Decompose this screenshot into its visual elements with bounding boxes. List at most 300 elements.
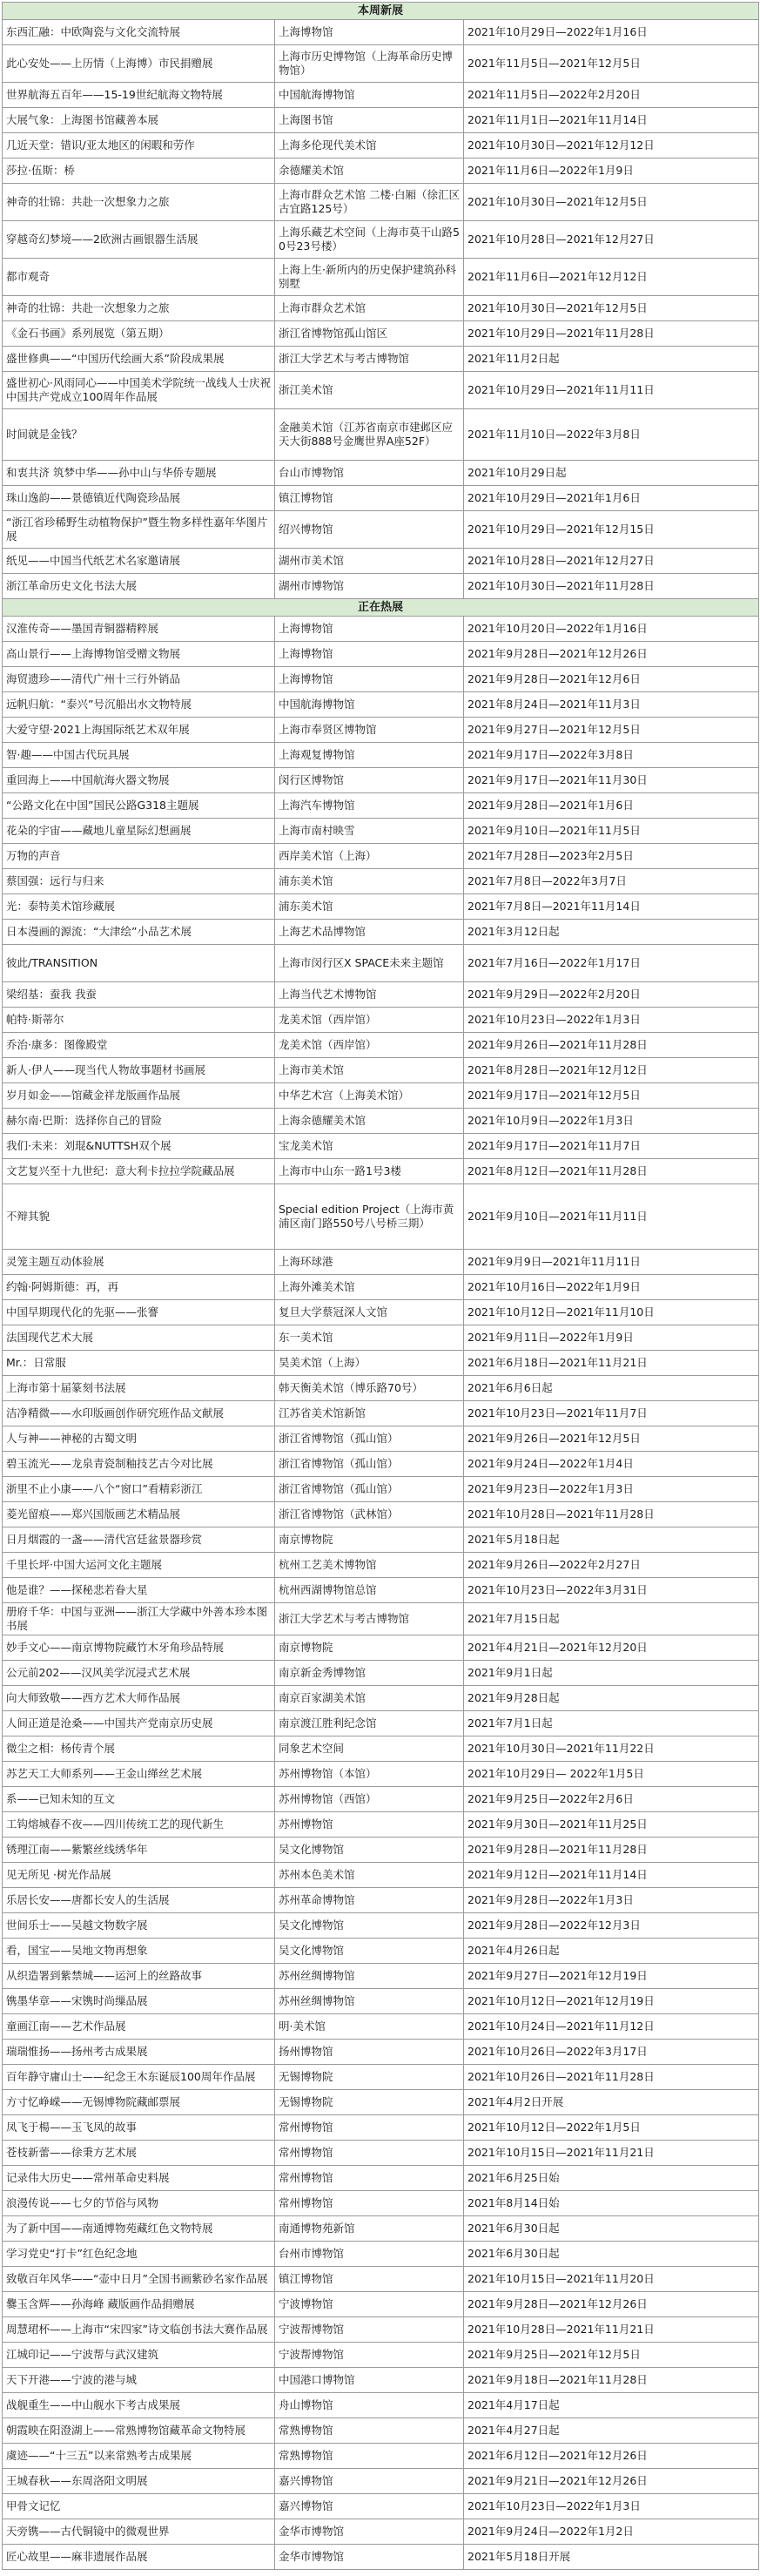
exhibition-dates: 2021年10月23日—2022年1月3日 bbox=[464, 1008, 759, 1033]
table-row bbox=[3, 1159, 759, 1184]
table-row bbox=[3, 2292, 759, 2317]
table-row bbox=[3, 1376, 759, 1401]
exhibition-dates: 2021年10月30日—2021年11月28日 bbox=[464, 574, 759, 599]
table-row bbox=[3, 2343, 759, 2368]
exhibition-dates: 2021年9月9日—2021年11月11日 bbox=[464, 1250, 759, 1275]
table-row bbox=[3, 20, 759, 45]
venue: 金华市博物馆 bbox=[275, 2545, 464, 2570]
exhibition-dates: 2021年9月10日—2021年11月5日 bbox=[464, 819, 759, 844]
table-row bbox=[3, 1452, 759, 1477]
exhibition-dates: 2021年9月17日—2021年12月5日 bbox=[464, 1083, 759, 1109]
venue: 上海上生·新所内的历史保护建筑孙科别墅 bbox=[275, 259, 464, 296]
exhibition-name: 穿越奇幻梦境——2欧洲古画银器生活展 bbox=[3, 221, 275, 259]
exhibition-dates: 2021年10月23日—2022年3月31日 bbox=[464, 1578, 759, 1603]
exhibition-dates: 2021年9月28日—2021年11月28日 bbox=[464, 1838, 759, 1863]
exhibition-name: 日本漫画的源流：“大津绘”小品艺术展 bbox=[3, 920, 275, 945]
table-row bbox=[3, 945, 759, 982]
table-row bbox=[3, 1964, 759, 1989]
exhibition-name: 神奇的壮锦：共赴一次想象力之旅 bbox=[3, 296, 275, 321]
exhibition-dates: 2021年6月6日起 bbox=[464, 1376, 759, 1401]
table-row bbox=[3, 1250, 759, 1275]
venue: 浙江省博物馆（武林馆） bbox=[275, 1502, 464, 1527]
exhibition-name: 帕特·斯蒂尔 bbox=[3, 1008, 275, 1033]
exhibition-name: 江城印记——宁波帮与武汉建筑 bbox=[3, 2343, 275, 2368]
table-row bbox=[3, 574, 759, 599]
table-row bbox=[3, 486, 759, 511]
exhibition-dates: 2021年9月11日—2022年1月9日 bbox=[464, 1325, 759, 1351]
table-row bbox=[3, 2393, 759, 2418]
table-row bbox=[3, 2014, 759, 2040]
exhibition-dates: 2021年3月12日起 bbox=[464, 920, 759, 945]
exhibition-dates: 2021年4月2日开展 bbox=[464, 2090, 759, 2115]
table-row bbox=[3, 409, 759, 461]
exhibition-name: 法国现代艺术大展 bbox=[3, 1325, 275, 1351]
exhibition-dates: 2021年9月23日—2022年1月3日 bbox=[464, 1477, 759, 1502]
venue: 浙江大学艺术与考古博物馆 bbox=[275, 1603, 464, 1635]
exhibition-name: 工钩熔城春不夜——四川传统工艺的现代新生 bbox=[3, 1812, 275, 1838]
exhibition-dates: 2021年9月17日—2021年11月30日 bbox=[464, 768, 759, 793]
exhibition-dates: 2021年9月26日—2022年2月27日 bbox=[464, 1553, 759, 1578]
table-row bbox=[3, 1787, 759, 1812]
venue: 闵行区博物馆 bbox=[275, 768, 464, 793]
exhibition-name: 妙手文心——南京博物院藏竹木牙角珍品特展 bbox=[3, 1635, 275, 1661]
exhibition-table bbox=[2, 2, 759, 2570]
section-title: 正在热展 bbox=[3, 599, 759, 617]
exhibition-name: 日月烟霞的一盏——清代宫廷盆景器珍赏 bbox=[3, 1527, 275, 1553]
table-row bbox=[3, 221, 759, 259]
table-row bbox=[3, 793, 759, 819]
exhibition-name: 向大师致敬——西方艺术大师作品展 bbox=[3, 1686, 275, 1711]
venue: 南京新金秀博物馆 bbox=[275, 1661, 464, 1686]
venue: 中国航海博物馆 bbox=[275, 83, 464, 108]
exhibition-dates: 2021年10月9日—2022年1月3日 bbox=[464, 1109, 759, 1134]
venue: 宝龙美术馆 bbox=[275, 1134, 464, 1159]
exhibition-dates: 2021年5月18日开展 bbox=[464, 2545, 759, 2570]
table-row bbox=[3, 158, 759, 184]
exhibition-dates: 2021年10月15日—2021年11月20日 bbox=[464, 2267, 759, 2292]
venue: 明·美术馆 bbox=[275, 2014, 464, 2040]
exhibition-dates: 2021年10月23日—2021年11月7日 bbox=[464, 1401, 759, 1426]
exhibition-name: 册府千华：中国与亚洲——浙江大学藏中外善本珍本图书展 bbox=[3, 1603, 275, 1635]
venue: 南京渡江胜利纪念馆 bbox=[275, 1711, 464, 1736]
table-row bbox=[3, 617, 759, 642]
exhibition-dates: 2021年10月24日—2021年11月12日 bbox=[464, 2014, 759, 2040]
exhibition-name: 匠心故里——麻非遗展作品展 bbox=[3, 2545, 275, 2570]
table-row bbox=[3, 2519, 759, 2545]
table-row bbox=[3, 2418, 759, 2444]
venue: 浙江省博物馆孤山馆区 bbox=[275, 321, 464, 347]
table-row bbox=[3, 1109, 759, 1134]
table-row bbox=[3, 743, 759, 768]
exhibition-dates: 2021年7月15日起 bbox=[464, 1603, 759, 1635]
table-row bbox=[3, 2469, 759, 2494]
exhibition-dates: 2021年10月16日—2022年1月9日 bbox=[464, 1275, 759, 1300]
exhibition-name: Mr.：日常服 bbox=[3, 1351, 275, 1376]
exhibition-name: 盛世修典——“中国历代绘画大系”阶段成果展 bbox=[3, 347, 275, 372]
exhibition-name: 东西汇融：中欧陶瓷与文化交流特展 bbox=[3, 20, 275, 45]
venue: 宁波博物馆 bbox=[275, 2292, 464, 2317]
exhibition-name: 浙江革命历史文化书法大展 bbox=[3, 574, 275, 599]
venue: 上海市闵行区X SPACE未来主题馆 bbox=[275, 945, 464, 982]
table-row bbox=[3, 1426, 759, 1452]
venue: 浦东美术馆 bbox=[275, 894, 464, 920]
exhibition-dates: 2021年10月23日—2022年1月3日 bbox=[464, 2494, 759, 2519]
venue: 江苏省美术馆新馆 bbox=[275, 1401, 464, 1426]
exhibition-name: 天旁镌——古代铜镜中的微观世界 bbox=[3, 2519, 275, 2545]
venue: 宁波帮博物馆 bbox=[275, 2317, 464, 2343]
exhibition-dates: 2021年9月27日—2021年12月5日 bbox=[464, 718, 759, 743]
exhibition-name: 赫尔南·巴斯：选择你自己的冒险 bbox=[3, 1109, 275, 1134]
exhibition-name: 乐居长安——唐都长安人的生活展 bbox=[3, 1888, 275, 1913]
table-row bbox=[3, 642, 759, 667]
exhibition-name: 朝霞映在阳澄湖上——常熟博物馆藏革命文物特展 bbox=[3, 2418, 275, 2444]
table-row bbox=[3, 1134, 759, 1159]
exhibition-name: 人与神——神秘的古蜀文明 bbox=[3, 1426, 275, 1452]
exhibition-name: 莎拉·伍斯：桥 bbox=[3, 158, 275, 184]
exhibition-dates: 2021年5月18日起 bbox=[464, 1527, 759, 1553]
exhibition-dates: 2021年10月29日—2021年1月6日 bbox=[464, 486, 759, 511]
venue: 上海图书馆 bbox=[275, 108, 464, 133]
exhibition-name: 花朵的宇宙——藏地儿童星际幻想画展 bbox=[3, 819, 275, 844]
exhibition-dates: 2021年10月26日—2022年3月17日 bbox=[464, 2040, 759, 2065]
exhibition-dates: 2021年11月10日—2022年3月8日 bbox=[464, 409, 759, 461]
exhibition-name: 凤飞于楊——玉飞凤的故事 bbox=[3, 2115, 275, 2141]
venue: 上海环球港 bbox=[275, 1250, 464, 1275]
exhibition-dates: 2021年9月25日—2022年2月6日 bbox=[464, 1787, 759, 1812]
venue: 无锡博物院 bbox=[275, 2065, 464, 2090]
table-row bbox=[3, 768, 759, 793]
venue: 镇江博物馆 bbox=[275, 486, 464, 511]
table-row bbox=[3, 2040, 759, 2065]
venue: 上海市美术馆 bbox=[275, 1058, 464, 1083]
exhibition-name: “公路文化在中国”国民公路G318主题展 bbox=[3, 793, 275, 819]
exhibition-name: 百年静守庸山士——纪念王木东诞辰100周年作品展 bbox=[3, 2065, 275, 2090]
exhibition-dates: 2021年10月26日—2021年11月28日 bbox=[464, 2065, 759, 2090]
table-row bbox=[3, 2216, 759, 2242]
exhibition-dates: 2021年4月21日—2021年12月20日 bbox=[464, 1635, 759, 1661]
venue: 余德耀美术馆 bbox=[275, 158, 464, 184]
exhibition-name: 看，国宝——吴地文物再想象 bbox=[3, 1939, 275, 1964]
venue: 韩天衡美术馆（博乐路70号） bbox=[275, 1376, 464, 1401]
venue: 台山市博物馆 bbox=[275, 461, 464, 486]
exhibition-name: 世界航海五百年——15-19世纪航海文物特展 bbox=[3, 83, 275, 108]
exhibition-dates: 2021年10月29日—2021年11月11日 bbox=[464, 372, 759, 409]
exhibition-name: 梁绍基：蚕我 我蚕 bbox=[3, 982, 275, 1008]
exhibition-name: 洁净精微——水印版画创作研究班作品文献展 bbox=[3, 1401, 275, 1426]
exhibition-name: 几近天堂：错识/亚太地区的闲暇和劳作 bbox=[3, 133, 275, 158]
table-row bbox=[3, 1527, 759, 1553]
exhibition-dates: 2021年10月30日—2021年12月5日 bbox=[464, 296, 759, 321]
table-row bbox=[3, 2141, 759, 2166]
table-row bbox=[3, 2166, 759, 2191]
venue: 上海艺术品博物馆 bbox=[275, 920, 464, 945]
table-row bbox=[3, 1939, 759, 1964]
venue: 常州博物馆 bbox=[275, 2191, 464, 2216]
venue: 上海汽车博物馆 bbox=[275, 793, 464, 819]
exhibition-dates: 2021年9月28日—2021年12月6日 bbox=[464, 667, 759, 692]
venue: 上海博物馆 bbox=[275, 642, 464, 667]
exhibition-dates: 2021年9月17日—2021年11月7日 bbox=[464, 1134, 759, 1159]
exhibition-name: 都市观奇 bbox=[3, 259, 275, 296]
exhibition-name: 浪漫传说——七夕的节俗与风物 bbox=[3, 2191, 275, 2216]
venue: 苏州丝绸博物馆 bbox=[275, 1964, 464, 1989]
venue: Special edition Project（上海市黄浦区南门路550号八号桥三期） bbox=[275, 1184, 464, 1250]
venue: 上海乐藏艺术空间（上海市莫干山路50号23号楼） bbox=[275, 221, 464, 259]
venue: 湖州市美术馆 bbox=[275, 549, 464, 574]
venue: 金华市博物馆 bbox=[275, 2519, 464, 2545]
exhibition-name: 万物的声音 bbox=[3, 844, 275, 869]
exhibition-name: 微尘之相：杨传青个展 bbox=[3, 1736, 275, 1762]
section-header bbox=[3, 599, 759, 617]
venue: 扬州博物馆 bbox=[275, 2040, 464, 2065]
exhibition-dates: 2021年6月12日—2021年12月26日 bbox=[464, 2444, 759, 2469]
table-row bbox=[3, 1635, 759, 1661]
exhibition-name: 系——已知未知的互文 bbox=[3, 1787, 275, 1812]
table-row bbox=[3, 321, 759, 347]
table-row bbox=[3, 1578, 759, 1603]
exhibition-name: 神奇的壮锦：共赴一次想象力之旅 bbox=[3, 184, 275, 221]
venue: 上海市历史博物馆（上海革命历史博物馆） bbox=[275, 45, 464, 83]
venue: 苏州博物馆（本馆） bbox=[275, 1762, 464, 1787]
table-row bbox=[3, 1812, 759, 1838]
table-row bbox=[3, 1351, 759, 1376]
exhibition-dates: 2021年10月28日—2021年12月27日 bbox=[464, 221, 759, 259]
venue: 嘉兴博物馆 bbox=[275, 2494, 464, 2519]
exhibition-name: 爨玉含辉——孙海峰 藏版画作品捐赠展 bbox=[3, 2292, 275, 2317]
exhibition-dates: 2021年9月28日—2021年12月26日 bbox=[464, 642, 759, 667]
table-row bbox=[3, 667, 759, 692]
table-row bbox=[3, 83, 759, 108]
venue: 吴文化博物馆 bbox=[275, 1838, 464, 1863]
exhibition-dates: 2021年9月21日—2021年12月26日 bbox=[464, 2469, 759, 2494]
venue: 常州博物馆 bbox=[275, 2166, 464, 2191]
table-row bbox=[3, 1275, 759, 1300]
table-row bbox=[3, 1888, 759, 1913]
table-row bbox=[3, 692, 759, 718]
exhibition-dates: 2021年10月30日—2021年11月22日 bbox=[464, 1736, 759, 1762]
exhibition-dates: 2021年9月26日—2021年12月5日 bbox=[464, 1426, 759, 1452]
venue: 台州市博物馆 bbox=[275, 2242, 464, 2267]
exhibition-name: 彼此/TRANSITION bbox=[3, 945, 275, 982]
exhibition-name: 海贸遗珍——清代广州十三行外销品 bbox=[3, 667, 275, 692]
table-row bbox=[3, 184, 759, 221]
venue: 常熟博物馆 bbox=[275, 2444, 464, 2469]
exhibition-dates: 2021年8月28日—2021年12月12日 bbox=[464, 1058, 759, 1083]
table-row bbox=[3, 1300, 759, 1325]
exhibition-name: 远帆归航：“泰兴”号沉船出水文物特展 bbox=[3, 692, 275, 718]
exhibition-dates: 2021年4月26日起 bbox=[464, 1939, 759, 1964]
venue: 上海当代艺术博物馆 bbox=[275, 982, 464, 1008]
table-row bbox=[3, 2545, 759, 2570]
venue: 浙江大学艺术与考古博物馆 bbox=[275, 347, 464, 372]
venue: 上海多伦现代美术馆 bbox=[275, 133, 464, 158]
exhibition-name: 千里长坪·中国大运河文化主题展 bbox=[3, 1553, 275, 1578]
exhibition-name: 童画江南——艺术作品展 bbox=[3, 2014, 275, 2040]
exhibition-name: 珠山逸韵——景德镇近代陶瓷珍品展 bbox=[3, 486, 275, 511]
table-row bbox=[3, 45, 759, 83]
venue: 苏州本色美术馆 bbox=[275, 1863, 464, 1888]
table-row bbox=[3, 1008, 759, 1033]
table-row bbox=[3, 1083, 759, 1109]
venue: 南京百家湖美术馆 bbox=[275, 1686, 464, 1711]
exhibition-name: 大爱守望·2021上海国际纸艺术双年展 bbox=[3, 718, 275, 743]
exhibition-dates: 2021年9月30日—2021年11月25日 bbox=[464, 1812, 759, 1838]
exhibition-dates: 2021年9月24日—2022年1月2日 bbox=[464, 2519, 759, 2545]
venue: 金融美术馆（江苏省南京市建邺区应天大街888号金鹰世界A座52F） bbox=[275, 409, 464, 461]
exhibition-dates: 2021年9月28日—2021年12月26日 bbox=[464, 2292, 759, 2317]
exhibition-dates: 2021年11月2日起 bbox=[464, 347, 759, 372]
exhibition-name: 虞迹——“十三五”以来常熟考古成果展 bbox=[3, 2444, 275, 2469]
exhibition-dates: 2021年7月8日—2022年3月7日 bbox=[464, 869, 759, 894]
exhibition-dates: 2021年6月18日—2021年11月21日 bbox=[464, 1351, 759, 1376]
exhibition-dates: 2021年10月29日—2022年1月16日 bbox=[464, 20, 759, 45]
venue: 龙美术馆（西岸馆） bbox=[275, 1008, 464, 1033]
table-row bbox=[3, 1762, 759, 1787]
table-row bbox=[3, 2317, 759, 2343]
exhibition-name: 时间就是金钱？ bbox=[3, 409, 275, 461]
exhibition-dates: 2021年11月1日—2021年11月14日 bbox=[464, 108, 759, 133]
table-row bbox=[3, 718, 759, 743]
table-row bbox=[3, 2267, 759, 2292]
table-row bbox=[3, 1711, 759, 1736]
exhibition-dates: 2021年10月28日—2021年12月27日 bbox=[464, 549, 759, 574]
exhibition-dates: 2021年10月29日—2021年12月15日 bbox=[464, 511, 759, 549]
table-row bbox=[3, 1838, 759, 1863]
section-header bbox=[3, 3, 759, 20]
venue: 杭州工艺美术博物馆 bbox=[275, 1553, 464, 1578]
exhibition-name: 不辩其貌 bbox=[3, 1184, 275, 1250]
exhibition-dates: 2021年10月28日—2021年11月28日 bbox=[464, 1502, 759, 1527]
table-row bbox=[3, 1058, 759, 1083]
venue: 复旦大学蔡冠深人文馆 bbox=[275, 1300, 464, 1325]
exhibition-dates: 2021年8月14日始 bbox=[464, 2191, 759, 2216]
venue: 上海市奉贤区博物馆 bbox=[275, 718, 464, 743]
table-row bbox=[3, 1989, 759, 2014]
venue: 无锡博物院 bbox=[275, 2090, 464, 2115]
exhibition-name: 学习党史“打卡”红色纪念地 bbox=[3, 2242, 275, 2267]
venue: 上海观复博物馆 bbox=[275, 743, 464, 768]
table-row bbox=[3, 1401, 759, 1426]
exhibition-name: 纸见——中国当代纸艺术名家邀请展 bbox=[3, 549, 275, 574]
table-row bbox=[3, 2115, 759, 2141]
venue: 龙美术馆（西岸馆） bbox=[275, 1033, 464, 1058]
exhibition-name: 重回海上——中国航海火器文物展 bbox=[3, 768, 275, 793]
exhibition-dates: 2021年6月30日起 bbox=[464, 2242, 759, 2267]
venue: 宁波帮博物馆 bbox=[275, 2343, 464, 2368]
table-row bbox=[3, 2444, 759, 2469]
exhibition-dates: 2021年4月17日起 bbox=[464, 2393, 759, 2418]
table-row bbox=[3, 894, 759, 920]
exhibition-name: 蔡国强：远行与归来 bbox=[3, 869, 275, 894]
exhibition-name: 镌墨华章——宋镌时尚缫品展 bbox=[3, 1989, 275, 2014]
venue: 东一美术馆 bbox=[275, 1325, 464, 1351]
exhibition-name: 盛世初心·风雨同心——中国美术学院统一战线人士庆祝中国共产党成立100周年作品展 bbox=[3, 372, 275, 409]
table-row bbox=[3, 1325, 759, 1351]
exhibition-name: 周慧珺杯——上海市“宋四家”诗文临创书法大赛作品展 bbox=[3, 2317, 275, 2343]
table-row bbox=[3, 461, 759, 486]
exhibition-name: 锈理江南——紫繁丝线绣华年 bbox=[3, 1838, 275, 1863]
venue: 上海博物馆 bbox=[275, 617, 464, 642]
table-row bbox=[3, 844, 759, 869]
exhibition-dates: 2021年7月8日—2021年11月14日 bbox=[464, 894, 759, 920]
exhibition-name: 见无所见 ·树光作品展 bbox=[3, 1863, 275, 1888]
exhibition-dates: 2021年10月12日—2021年11月10日 bbox=[464, 1300, 759, 1325]
exhibition-dates: 2021年9月28日—2021年1月6日 bbox=[464, 793, 759, 819]
venue: 湖州市博物馆 bbox=[275, 574, 464, 599]
table-row bbox=[3, 1736, 759, 1762]
table-row bbox=[3, 1863, 759, 1888]
exhibition-dates: 2021年9月1日起 bbox=[464, 1661, 759, 1686]
exhibition-name: 约翰·阿姆斯德：再，再 bbox=[3, 1275, 275, 1300]
exhibition-dates: 2021年11月6日—2021年12月12日 bbox=[464, 259, 759, 296]
exhibition-dates: 2021年7月16日—2022年1月17日 bbox=[464, 945, 759, 982]
venue: 中国港口博物馆 bbox=[275, 2368, 464, 2393]
exhibition-dates: 2021年10月28日—2021年11月21日 bbox=[464, 2317, 759, 2343]
venue: 上海余德耀美术馆 bbox=[275, 1109, 464, 1134]
table-row bbox=[3, 1686, 759, 1711]
exhibition-dates: 2021年9月26日—2021年11月28日 bbox=[464, 1033, 759, 1058]
table-row bbox=[3, 1033, 759, 1058]
section-title: 本周新展 bbox=[3, 3, 759, 20]
venue: 上海市中山东一路1号3楼 bbox=[275, 1159, 464, 1184]
exhibition-dates: 2021年10月29日— 2022年1月5日 bbox=[464, 1762, 759, 1787]
exhibition-name: 此心安处——上历情（上海博）市民捐赠展 bbox=[3, 45, 275, 83]
table-row bbox=[3, 819, 759, 844]
venue: 吴文化博物馆 bbox=[275, 1939, 464, 1964]
exhibition-dates: 2021年6月25日始 bbox=[464, 2166, 759, 2191]
table-row bbox=[3, 869, 759, 894]
exhibition-name: 苍枝新蕾——徐秉方艺术展 bbox=[3, 2141, 275, 2166]
venue: 吴文化博物馆 bbox=[275, 1913, 464, 1939]
exhibition-dates: 2021年10月29日起 bbox=[464, 461, 759, 486]
exhibition-name: 《金石书画》系列展览（第五期） bbox=[3, 321, 275, 347]
venue: 常州博物馆 bbox=[275, 2141, 464, 2166]
exhibition-dates: 2021年10月12日—2021年12月19日 bbox=[464, 1989, 759, 2014]
exhibition-name: 中国早期现代化的先驱——张謇 bbox=[3, 1300, 275, 1325]
exhibition-name: 我们·未来：刘琨&NUTTSH双个展 bbox=[3, 1134, 275, 1159]
exhibition-dates: 2021年9月18日—2021年11月28日 bbox=[464, 2368, 759, 2393]
exhibition-dates: 2021年9月12日—2021年11月14日 bbox=[464, 1863, 759, 1888]
exhibition-name: 碧玉流光——龙泉青瓷制釉技艺古今对比展 bbox=[3, 1452, 275, 1477]
exhibition-name: 智·趣——中国古代玩具展 bbox=[3, 743, 275, 768]
venue: 中华艺术宫（上海美术馆） bbox=[275, 1083, 464, 1109]
table-row bbox=[3, 511, 759, 549]
exhibition-name: 菱光留痕——郑兴国版画艺术精品展 bbox=[3, 1502, 275, 1527]
venue: 舟山博物馆 bbox=[275, 2393, 464, 2418]
exhibition-dates: 2021年11月5日—2022年2月20日 bbox=[464, 83, 759, 108]
exhibition-name: 光：泰特美术馆珍藏展 bbox=[3, 894, 275, 920]
venue: 南通博物苑新馆 bbox=[275, 2216, 464, 2242]
exhibition-dates: 2021年9月24日—2022年1月4日 bbox=[464, 1452, 759, 1477]
table-row bbox=[3, 982, 759, 1008]
venue: 嘉兴博物馆 bbox=[275, 2469, 464, 2494]
exhibition-name: 大展气象：上海图书馆藏善本展 bbox=[3, 108, 275, 133]
table-row bbox=[3, 1477, 759, 1502]
exhibition-name: 为了新中国——南通博物苑藏红色文物特展 bbox=[3, 2216, 275, 2242]
exhibition-dates: 2021年10月30日—2021年12月5日 bbox=[464, 184, 759, 221]
exhibition-dates: 2021年9月28日起 bbox=[464, 1686, 759, 1711]
exhibition-dates: 2021年9月28日—2022年1月3日 bbox=[464, 1888, 759, 1913]
table-row bbox=[3, 2191, 759, 2216]
exhibition-dates: 2021年9月17日—2022年3月8日 bbox=[464, 743, 759, 768]
table-row bbox=[3, 920, 759, 945]
venue: 上海博物馆 bbox=[275, 20, 464, 45]
exhibition-name: 从织造署到紫禁城——运河上的丝路故事 bbox=[3, 1964, 275, 1989]
venue: 苏州博物馆（西馆） bbox=[275, 1787, 464, 1812]
exhibition-dates: 2021年10月15日—2021年11月21日 bbox=[464, 2141, 759, 2166]
exhibition-name: 甲骨文记忆 bbox=[3, 2494, 275, 2519]
table-row bbox=[3, 2065, 759, 2090]
